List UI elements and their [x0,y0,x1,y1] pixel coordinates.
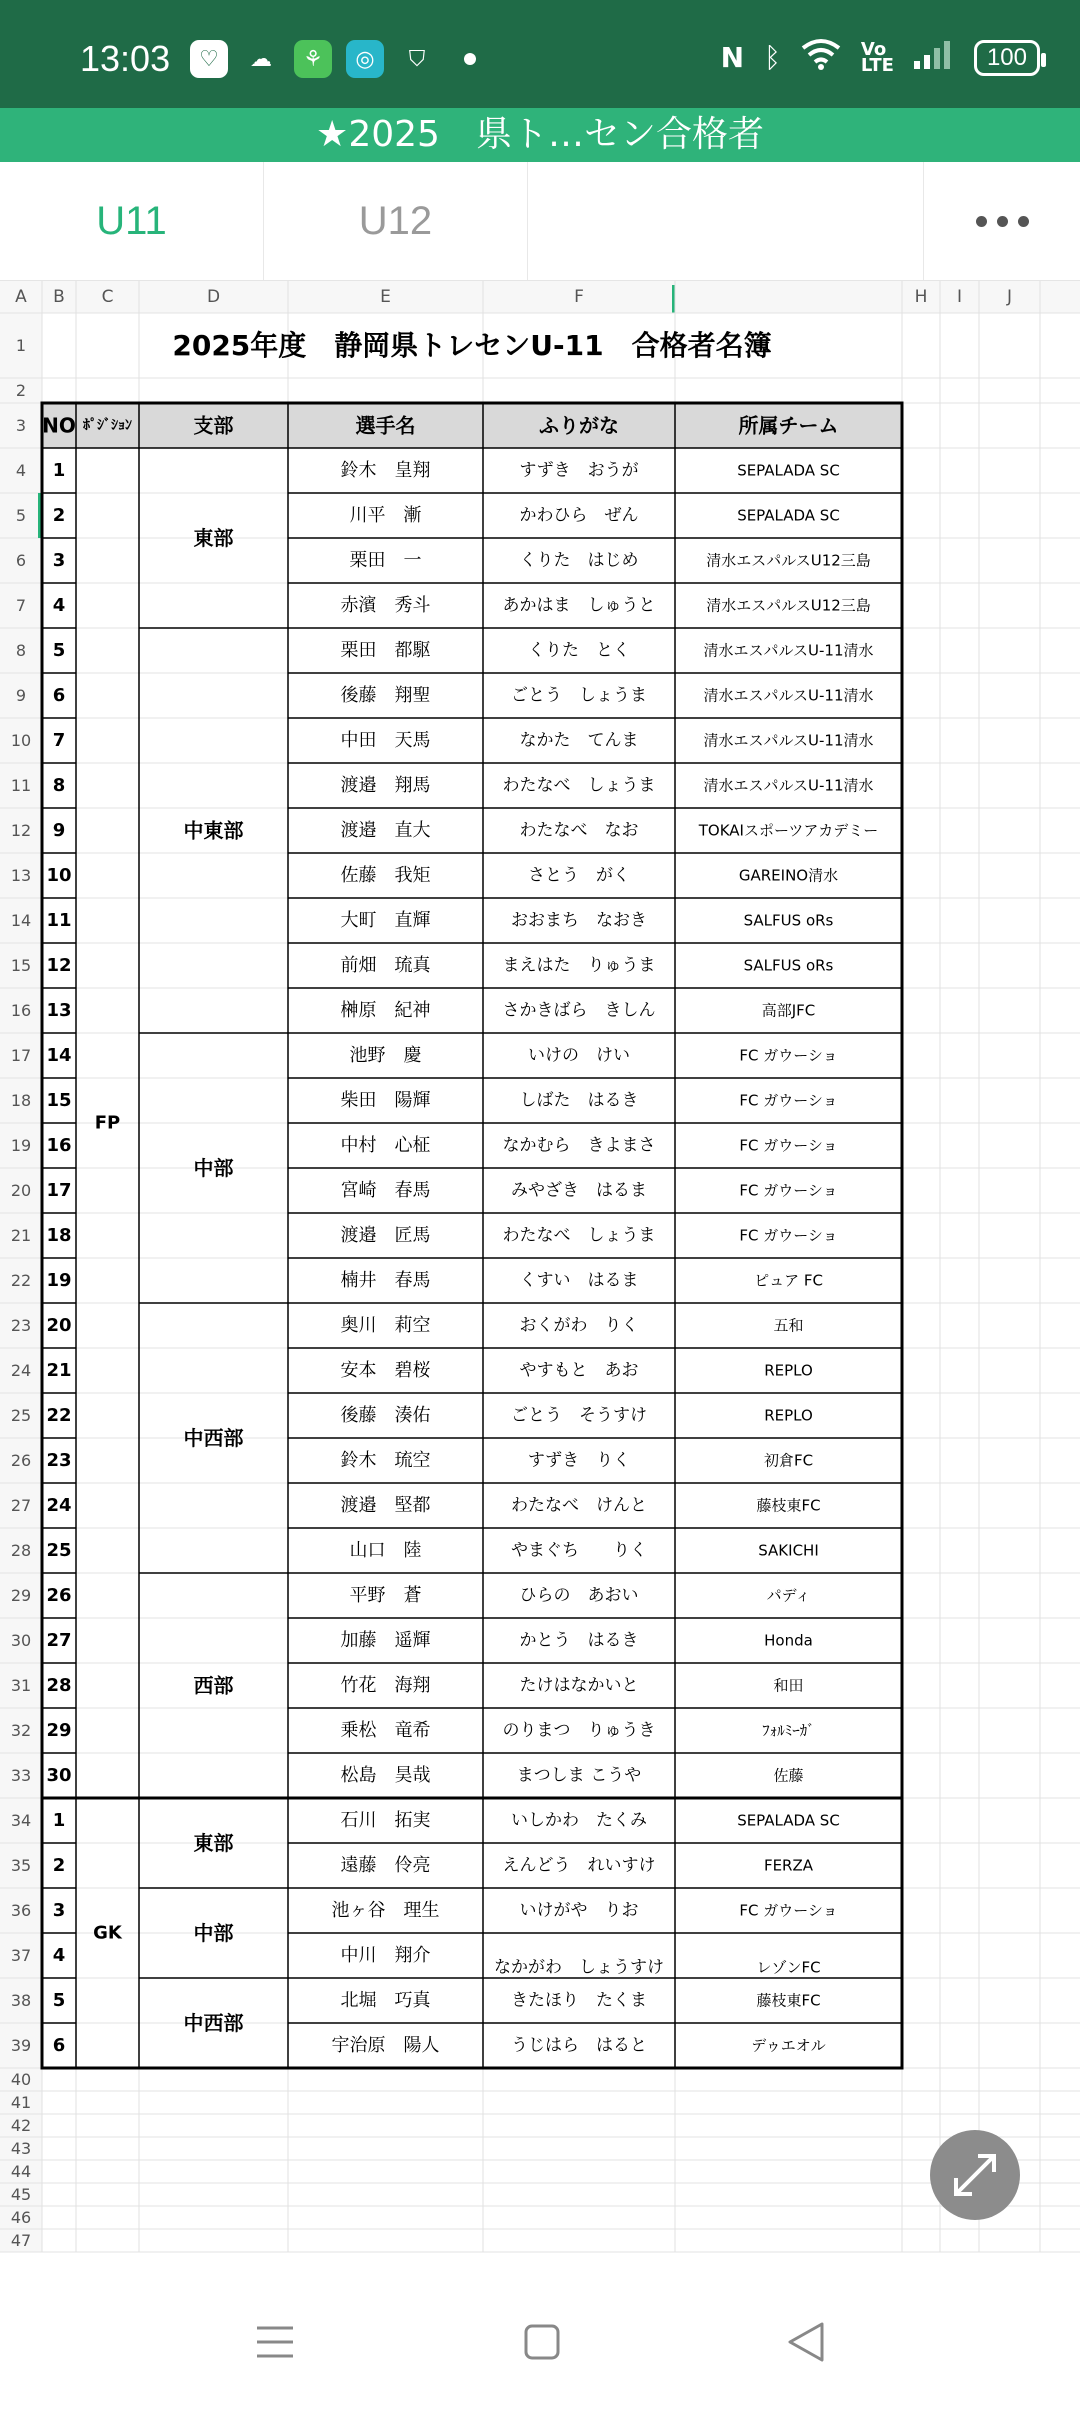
player-name: 山口 陸 [349,1540,422,1561]
spreadsheet-grid[interactable] [0,281,1080,2281]
row-header-47[interactable]: 47 [10,2231,32,2250]
row-header-42[interactable]: 42 [10,2116,32,2135]
player-name: 加藤 遥輝 [340,1630,431,1651]
player-name: 赤濱 秀斗 [340,595,431,616]
row-header-18[interactable]: 18 [10,1091,32,1110]
row-header-27[interactable]: 27 [10,1496,32,1515]
player-kana: ひらの あおい [519,1585,639,1606]
player-team: 藤枝東FC [756,1991,821,2010]
player-team: 高部JFC [761,1001,816,1020]
player-kana: わたなべ けんと [511,1495,647,1516]
player-kana: すずき おうが [519,460,639,481]
player-kana: すずき りく [527,1450,631,1471]
player-kana: のりまつ りゅうき [502,1720,656,1741]
player-kana: きたほり たくま [511,1990,647,2011]
row-header-28[interactable]: 28 [10,1541,32,1560]
player-team: GAREINO清水 [738,866,839,885]
column-header-f[interactable]: F [574,287,584,307]
player-kana: しばた はるき [519,1090,639,1111]
table-header-5: 所属チーム [738,413,839,438]
player-team: TOKAIスポーツアカデミー [698,821,879,840]
row-header-23[interactable]: 23 [10,1316,32,1335]
status-right [721,38,1040,77]
player-no: 22 [46,1405,72,1426]
table-header-2: 支部 [193,413,234,438]
player-no: 11 [46,910,72,931]
player-team: ピュア FC [754,1271,823,1290]
position-label: GK [93,1922,122,1944]
branch-label: 中東部 [183,818,244,843]
player-name: 中川 翔介 [340,1945,431,1966]
player-no: 1 [52,460,66,481]
player-name: 榊原 紀神 [340,1000,431,1021]
player-name: 渡邉 堅都 [340,1495,431,1516]
row-header-31[interactable]: 31 [10,1676,32,1695]
player-name: 中田 天馬 [340,730,431,751]
row-header-6[interactable]: 6 [15,551,27,570]
player-name: 遠藤 伶亮 [340,1855,431,1876]
row-header-40[interactable]: 40 [10,2070,32,2089]
row-header-22[interactable]: 22 [10,1271,32,1290]
column-header-c[interactable]: C [101,287,114,307]
player-no: 15 [46,1090,72,1111]
row-header-21[interactable]: 21 [10,1226,32,1245]
player-name: 池ヶ谷 理生 [331,1900,440,1921]
row-header-38[interactable]: 38 [10,1991,32,2010]
player-team: ﾌｫﾙﾐｰｶﾞ [762,1721,815,1740]
player-kana: かわひら ぜん [519,505,639,526]
sheet-title: 2025年度 静岡県トレセンU-11 合格者名簿 [172,329,772,362]
row-header-14[interactable]: 14 [10,911,32,930]
row-header-10[interactable]: 10 [10,731,32,750]
player-no: 3 [52,550,66,571]
player-kana: わたなべ なお [519,820,639,841]
player-team: FC ガウーショ [739,1046,838,1065]
player-no: 27 [46,1630,72,1651]
player-kana: うじはら はると [511,2035,647,2056]
player-name: 川平 漸 [349,505,422,526]
player-no: 24 [46,1495,72,1516]
row-header-15[interactable]: 15 [10,956,32,975]
player-team: SAKICHI [758,1541,819,1560]
player-team: 五和 [773,1316,804,1335]
column-header-j[interactable]: J [1006,287,1013,307]
player-team: 清水エスパルスU-11清水 [703,776,874,795]
player-no: 23 [46,1450,72,1471]
row-header-41[interactable]: 41 [10,2093,32,2112]
system-nav-bar [0,2282,1080,2412]
player-name: 平野 蒼 [349,1585,422,1606]
player-no: 7 [52,730,66,751]
expand-icon [948,2148,1002,2202]
row-header-5[interactable]: 5 [15,506,27,525]
player-kana: さとう がく [528,865,630,886]
tab-u11[interactable]: U11 [0,162,264,280]
row-header-43[interactable]: 43 [10,2139,32,2158]
row-header-32[interactable]: 32 [10,1721,32,1740]
row-header-8[interactable]: 8 [15,641,27,660]
player-name: 乗松 竜希 [340,1720,431,1741]
player-no: 17 [46,1180,72,1201]
player-no: 5 [52,1990,66,2011]
player-kana: えんどう れいすけ [502,1855,656,1876]
green-app-icon: ⚘ [294,40,332,78]
column-header-i[interactable]: I [956,287,963,307]
player-no: 29 [46,1720,72,1741]
branch-label: 中部 [193,1156,234,1180]
branch-label: 東部 [193,526,234,550]
player-team: FC ガウーショ [739,1091,838,1110]
status-app-icons [190,40,476,78]
player-kana: くすい はるま [519,1270,639,1291]
player-name: 前畑 琉真 [340,955,431,976]
player-name: 渡邉 直大 [340,820,431,841]
player-no: 5 [52,640,66,661]
player-no: 4 [52,1945,66,1966]
player-kana: やすもと あお [519,1360,639,1381]
player-no: 12 [46,955,72,976]
home-nav-icon[interactable] [524,2322,560,2362]
player-no: 8 [52,775,66,796]
row-header-4[interactable]: 4 [15,461,27,480]
player-team: REPLO [764,1361,813,1380]
player-name: 大町 直輝 [340,910,431,931]
weather-icon: ☁ [250,46,272,72]
row-header-7[interactable]: 7 [15,596,27,615]
player-name: 栗田 一 [349,550,422,571]
row-header-39[interactable]: 39 [10,2036,32,2055]
player-team: パディ [766,1586,811,1605]
player-kana: いしかわ たくみ [511,1810,647,1831]
bluetooth-icon: ᛒ [764,41,781,74]
status-time: 13:03 [80,38,171,79]
row-header-24[interactable]: 24 [10,1361,32,1380]
player-team: SEPALADA SC [737,461,840,480]
document-title: ★2025 県ト…セン合格者 [0,108,1080,162]
branch-label: 中西部 [183,1426,244,1450]
row-header-37[interactable]: 37 [10,1946,32,1965]
player-kana: なかた てんま [519,730,639,751]
table-header-3: 選手名 [355,413,416,438]
table-header-0: NO [42,413,76,438]
notification-dot-icon [464,53,476,65]
player-team: 清水エスパルスU-11清水 [703,686,874,705]
shield-app-icon: ⛉ [408,46,426,72]
fullscreen-button[interactable] [930,2130,1020,2220]
column-header-b[interactable]: B [53,287,65,307]
player-no: 20 [46,1315,72,1336]
player-team: FC ガウーショ [739,1181,838,1200]
player-team: 佐藤 [773,1766,804,1785]
row-header-17[interactable]: 17 [10,1046,32,1065]
player-no: 16 [46,1135,72,1156]
player-name: 安本 碧桜 [340,1360,431,1381]
column-header-h[interactable]: H [914,287,928,307]
player-kana: くりた とく [528,640,630,661]
player-team: 和田 [773,1676,804,1695]
row-header-26[interactable]: 26 [10,1451,32,1470]
player-name: 池野 慶 [349,1045,422,1066]
menu-nav-icon[interactable] [255,2322,295,2362]
player-no: 13 [46,1000,72,1021]
player-kana: なかむら きよまさ [502,1135,656,1156]
player-team: FC ガウーショ [739,1226,838,1245]
player-team: 清水エスパルスU12三島 [706,596,871,615]
row-header-1[interactable]: 1 [15,336,27,355]
table-header-1: ﾎﾟｼﾞｼｮﾝ [83,417,132,434]
row-header-25[interactable]: 25 [10,1406,32,1425]
player-name: 柴田 陽輝 [340,1090,431,1111]
player-team: FC ガウーショ [739,1136,838,1155]
player-no: 6 [52,685,66,706]
row-header-2[interactable]: 2 [15,381,27,400]
branch-label: 中西部 [183,2011,244,2035]
player-name: 北堀 巧真 [340,1990,431,2011]
player-name: 宮崎 春馬 [340,1180,431,1201]
column-header-e[interactable]: E [380,287,391,307]
row-header-19[interactable]: 19 [10,1136,32,1155]
player-no: 2 [52,505,66,526]
sheet-tab-bar [0,162,1080,281]
player-team: SEPALADA SC [737,506,840,525]
player-team: デゥエオル [751,2036,826,2055]
player-kana: ごとう しょうま [511,685,647,706]
player-no: 9 [52,820,66,841]
player-kana: やまぐち りく [511,1540,647,1561]
player-kana: いけの けい [528,1045,630,1066]
row-header-36[interactable]: 36 [10,1901,32,1920]
player-name: 渡邉 匠馬 [340,1225,431,1246]
column-header-d[interactable]: D [206,287,221,307]
player-no: 6 [52,2035,66,2056]
row-header-29[interactable]: 29 [10,1586,32,1605]
player-kana: なかがわ しょうすけ [494,1957,664,1978]
branch-label: 東部 [193,1831,234,1855]
row-header-11[interactable]: 11 [10,776,32,795]
player-no: 19 [46,1270,72,1291]
player-name: 渡邉 翔馬 [340,775,431,796]
row-header-20[interactable]: 20 [10,1181,32,1200]
player-team: SALFUS oRs [743,956,834,975]
player-kana: まえはた りゅうま [502,955,656,976]
player-name: 後藤 湊佑 [340,1405,431,1426]
player-kana: あかはま しゅうと [502,595,656,616]
branch-label: 中部 [193,1921,234,1945]
row-header-13[interactable]: 13 [10,866,32,885]
player-name: 宇治原 陽人 [331,2035,440,2056]
player-no: 14 [46,1045,72,1066]
row-header-30[interactable]: 30 [10,1631,32,1650]
player-kana: くりた はじめ [519,550,639,571]
chat-app-icon: ◎ [346,40,384,78]
player-team: FC ガウーショ [739,1901,838,1920]
player-team: FERZA [763,1856,814,1875]
player-name: 松島 昊哉 [340,1765,431,1786]
player-no: 4 [52,595,66,616]
more-options-button[interactable] [923,162,1080,280]
player-name: 楠井 春馬 [340,1270,431,1291]
player-team: 清水エスパルスU-11清水 [703,731,874,750]
player-team: 清水エスパルスU-11清水 [703,641,874,660]
player-no: 10 [46,865,72,886]
player-team: REPLO [764,1406,813,1425]
player-kana: ごとう そうすけ [511,1405,647,1426]
player-team: SEPALADA SC [737,1811,840,1830]
wifi-icon [801,38,841,77]
player-kana: みやざき はるま [511,1180,647,1201]
player-name: 鈴木 皇翔 [340,460,431,481]
player-no: 21 [46,1360,72,1381]
player-no: 25 [46,1540,72,1561]
back-nav-icon[interactable] [786,2320,826,2364]
player-name: 栗田 都駆 [340,640,431,661]
player-no: 1 [52,1810,66,1831]
player-kana: たけはなかいと [519,1675,639,1696]
player-team: 初倉FC [763,1451,814,1470]
player-team: 清水エスパルスU12三島 [706,551,871,570]
player-kana: いけがや りお [519,1900,639,1921]
player-kana: おおまち なおき [511,910,647,931]
row-header-16[interactable]: 16 [10,1001,32,1020]
table-header-4: ふりがな [539,413,619,438]
row-header-46[interactable]: 46 [10,2208,32,2227]
player-kana: わたなべ しょうま [502,1225,656,1246]
player-name: 奥川 莉空 [340,1315,431,1336]
player-no: 3 [52,1900,66,1921]
player-team: Honda [764,1631,813,1650]
player-no: 26 [46,1585,72,1606]
nfc-icon: N [720,41,745,74]
row-header-9[interactable]: 9 [15,686,27,705]
player-no: 28 [46,1675,72,1696]
row-header-12[interactable]: 12 [10,821,32,840]
row-header-33[interactable]: 33 [10,1766,32,1785]
row-header-3[interactable]: 3 [15,416,27,435]
row-header-34[interactable]: 34 [10,1811,32,1830]
player-name: 佐藤 我矩 [340,865,431,886]
column-header-a[interactable]: A [15,287,27,307]
player-kana: わたなべ しょうま [502,775,656,796]
player-no: 18 [46,1225,72,1246]
battery-icon: 100 [974,40,1040,76]
player-team: SALFUS oRs [743,911,834,930]
player-name: 石川 拓実 [340,1810,431,1831]
row-header-44[interactable]: 44 [10,2162,32,2181]
player-name: 中村 心柾 [340,1135,431,1156]
player-team: レゾンFC [756,1958,821,1977]
position-label: FP [94,1112,121,1134]
player-kana: かとう はるき [519,1630,639,1651]
player-name: 竹花 海翔 [340,1675,431,1696]
row-header-45[interactable]: 45 [10,2185,32,2204]
player-name: 鈴木 琉空 [340,1450,431,1471]
player-kana: まつしま こうや [516,1765,642,1786]
volte-icon: Vo LTE [860,38,894,76]
player-no: 30 [46,1765,72,1786]
status-bar [0,0,1080,108]
player-kana: おくがわ りく [519,1315,639,1336]
player-kana: さかきばら きしん [502,1000,656,1021]
branch-label: 西部 [193,1673,234,1698]
player-team: 藤枝東FC [756,1496,821,1515]
signal-icon [914,39,954,76]
row-header-35[interactable]: 35 [10,1856,32,1875]
tab-u12[interactable]: U12 [264,162,528,280]
player-name: 後藤 翔聖 [340,685,431,706]
player-no: 2 [52,1855,66,1876]
heart-app-icon: ♡ [190,40,228,78]
